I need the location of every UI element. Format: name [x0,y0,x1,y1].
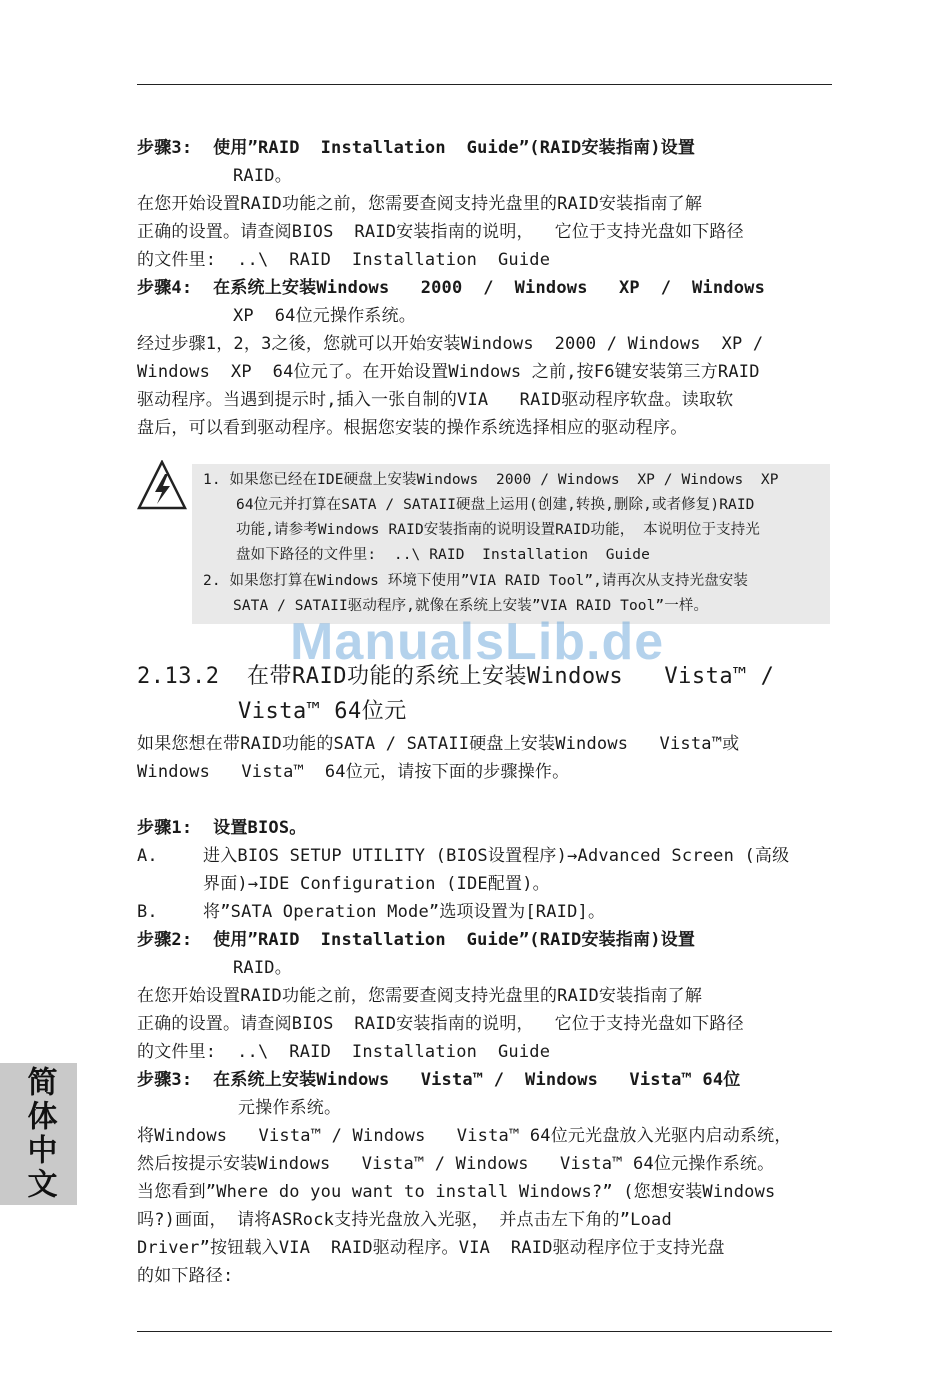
paragraph-line: 将Windows Vista™ / Windows Vista™ 64位元光盘放入光驱内启动系统， [137,1126,792,1146]
list-label-b: B. [137,902,158,922]
high-voltage-warning-icon [137,460,187,512]
step3b-title-cont: 元操作系统。 [238,1098,342,1118]
watermark: ManualsLib.de [290,613,665,671]
step1-title: 步骤1: 设置BIOS。 [137,818,307,838]
step2-title-cont: RAID。 [233,958,292,978]
step3-title: 步骤3: 使用”RAID Installation Guide”(RAID安装指南)设置 [137,138,696,158]
step4-title: 步骤4: 在系统上安装Windows 2000 / Windows XP / Windows [137,278,766,298]
paragraph-line: 的文件里: ..\ RAID Installation Guide [137,1042,551,1062]
list-item-a-cont: 界面)→IDE Configuration (IDE配置)。 [203,874,550,894]
paragraph-line: 的如下路径: [137,1266,234,1286]
paragraph-line: Driver”按钮载入VIA RAID驱动程序。VIA RAID驱动程序位于支持光盘 [137,1238,725,1258]
paragraph-line: 的文件里: ..\ RAID Installation Guide [137,250,551,270]
paragraph-line: 在您开始设置RAID功能之前，您需要查阅支持光盘里的RAID安装指南了解 [137,194,703,214]
note-item-1-cont: 64位元并打算在SATA / SATAII硬盘上运用(创建,转换,删除,或者修复)RAID [236,497,755,513]
paragraph-line: 当您看到”Where do you want to install Windows?” (您想安装Windows [137,1182,776,1202]
note-item-2-cont: SATA / SATAII驱动程序,就像在系统上安装”VIA RAID Tool”一样。 [233,598,709,614]
step2-title: 步骤2: 使用”RAID Installation Guide”(RAID安装指南)设置 [137,930,696,950]
note-item-1-cont: 功能,请参考Windows RAID安装指南的说明设置RAID功能， 本说明位于支持光 [236,522,760,538]
note-item-1-cont: 盘如下路径的文件里: ..\ RAID Installation Guide [236,547,650,563]
note-item-2: 2. 如果您打算在Windows 环境下使用”VIA RAID Tool”,请再次从支持光盘安装 [203,573,749,589]
top-rule [137,84,832,85]
language-side-tab [0,1063,77,1205]
paragraph-line: 正确的设置。请查阅BIOS RAID安装指南的说明， 它位于支持光盘如下路径 [137,1014,744,1034]
list-item-b: 将”SATA Operation Mode”选项设置为[RAID]。 [203,902,606,922]
paragraph-line: 正确的设置。请查阅BIOS RAID安装指南的说明， 它位于支持光盘如下路径 [137,222,744,242]
bottom-rule [137,1331,832,1332]
paragraph-line: 如果您想在带RAID功能的SATA / SATAII硬盘上安装Windows Vista™或 [137,734,740,754]
section-heading: 2.13.2 在带RAID功能的系统上安装Windows Vista™ / [137,664,775,689]
paragraph-line: 然后按提示安装Windows Vista™ / Windows Vista™ 64位元操作系统。 [137,1154,775,1174]
paragraph-line: Windows Vista™ 64位元，请按下面的步骤操作。 [137,762,570,782]
section-heading-cont: Vista™ 64位元 [238,699,407,724]
language-side-tab-label: 简体中文 [21,1066,57,1202]
step3-title-cont: RAID。 [233,166,292,186]
note-item-1: 1. 如果您已经在IDE硬盘上安装Windows 2000 / Windows XP / Windows XP [203,472,779,488]
list-label-a: A. [137,846,158,866]
paragraph-line: 在您开始设置RAID功能之前，您需要查阅支持光盘里的RAID安装指南了解 [137,986,703,1006]
list-item-a: 进入BIOS SETUP UTILITY (BIOS设置程序)→Advanced Screen (高级 [203,846,790,866]
step4-title-cont: XP 64位元操作系统。 [233,306,417,326]
paragraph-line: 吗?)画面， 请将ASRock支持光盘放入光驱， 并点击左下角的”Load [137,1210,672,1230]
paragraph-line: 驱动程序。当遇到提示时,插入一张自制的VIA RAID驱动程序软盘。读取软 [137,390,734,410]
paragraph-line: 盘后，可以看到驱动程序。根据您安装的操作系统选择相应的驱动程序。 [137,418,688,438]
step3b-title: 步骤3: 在系统上安装Windows Vista™ / Windows Vista™ 64位 [137,1070,741,1090]
paragraph-line: Windows XP 64位元了。在开始设置Windows 之前,按F6键安装第三方RAID [137,362,760,382]
paragraph-line: 经过步骤1，2，3之後，您就可以开始安装Windows 2000 / Windows XP / [137,334,764,354]
